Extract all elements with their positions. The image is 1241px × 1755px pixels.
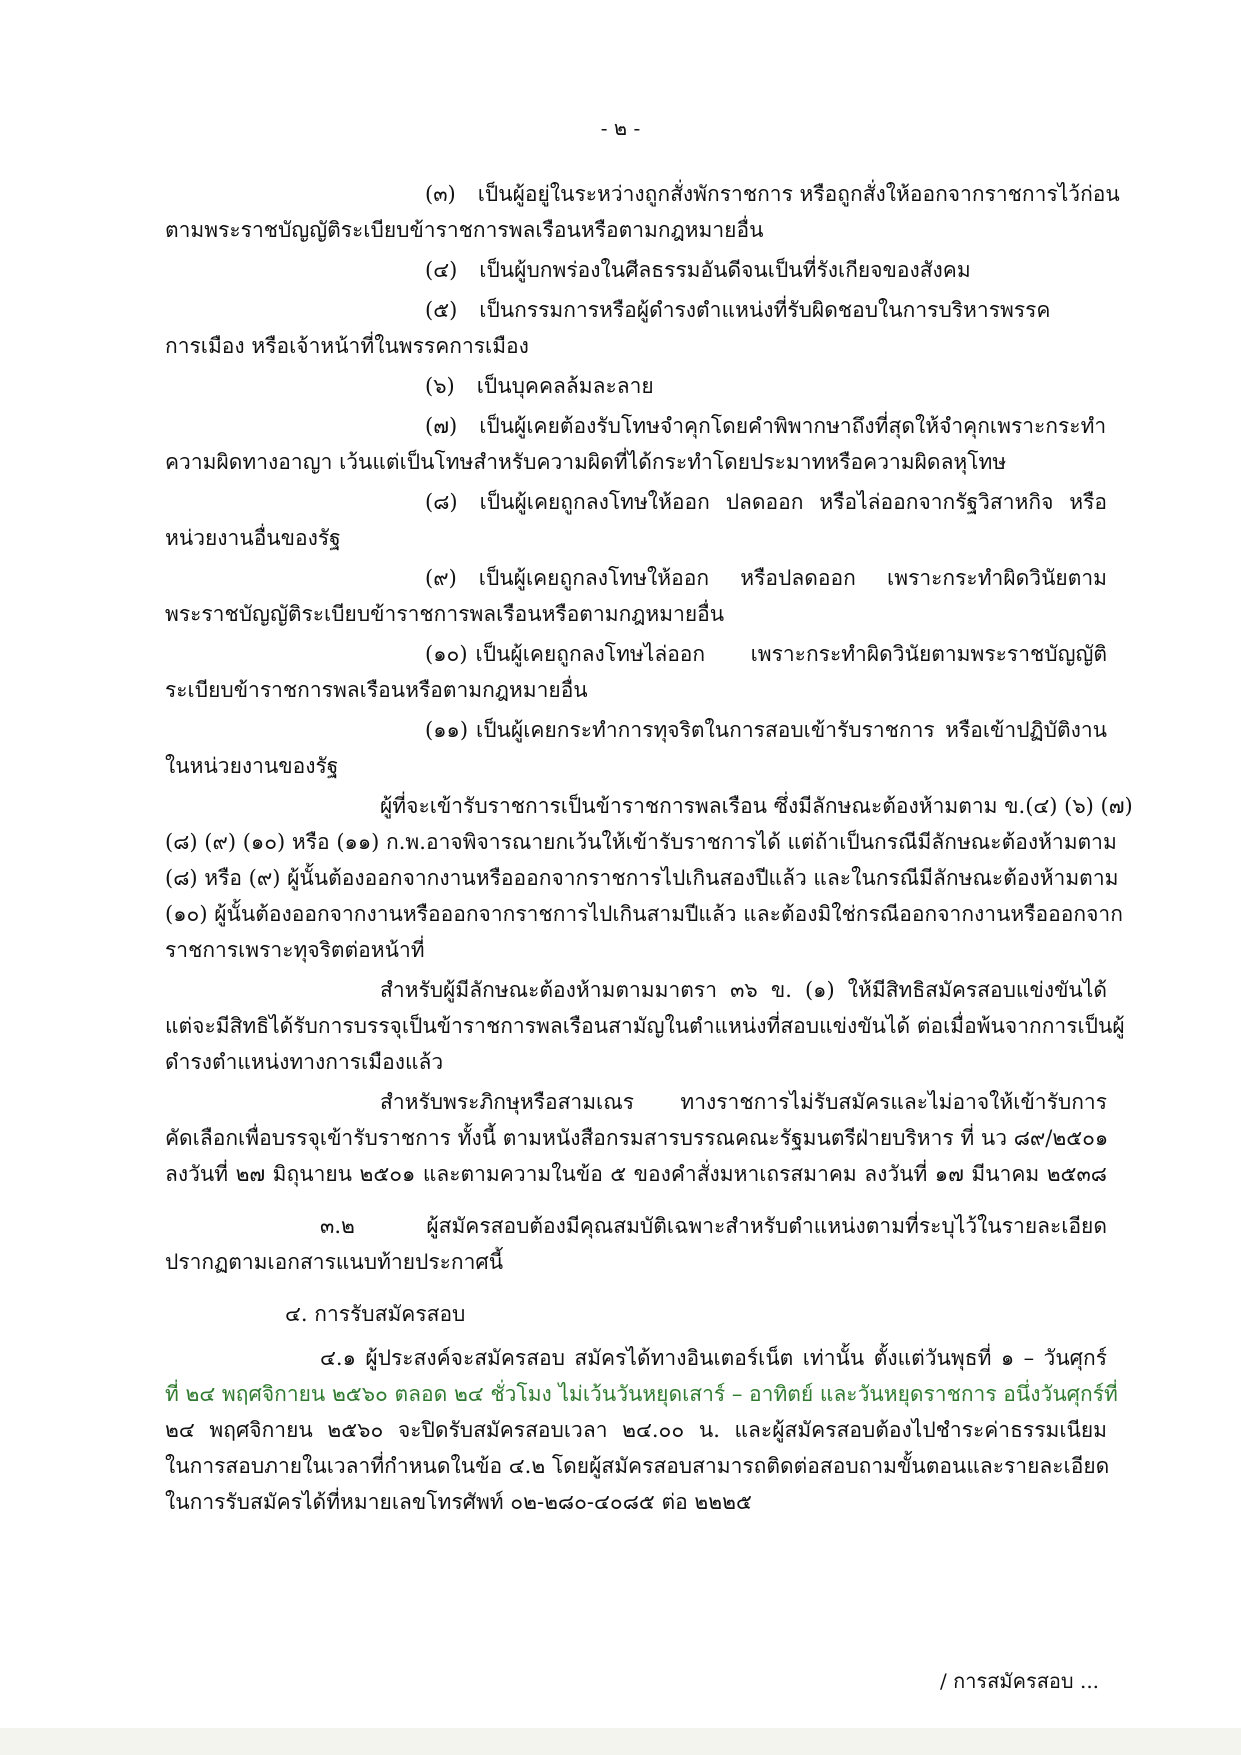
continuation-note: / การสมัครสอบ ...	[940, 1669, 1100, 1693]
section-4-1-line-1	[165, 1340, 1107, 1376]
monk-paragraph-line-1	[165, 1084, 1107, 1120]
section-4-1-line-5: ในการรับสมัครได้ที่หมายเลขโทรศัพท์ ๐๒-๒๘๐-๔๐๘๕ ต่อ ๒๒๒๕	[165, 1490, 752, 1514]
exempt-paragraph-line-5: ราชการเพราะทุจริตต่อหน้าที่	[165, 938, 425, 962]
monk-paragraph-text-1: สำหรับพระภิกษุหรือสามเณร ทางราชการไม่รับสมัครและไม่อาจให้เข้ารับการ	[380, 1090, 1107, 1114]
qualification-6-number: (๖)	[425, 374, 455, 398]
qualification-6	[425, 368, 654, 404]
monk-paragraph-line-3: ลงวันที่ ๒๗ มิถุนายน ๒๕๐๑ และตามความในข้อ ๕ ของคำสั่งมหาเถรสมาคม ลงวันที่ ๑๗ มีนาคม ๒๕๓๘	[165, 1162, 1107, 1186]
qualification-3-text: เป็นผู้อยู่ในระหว่างถูกสั่งพักราชการ หรือถูกสั่งให้ออกจากราชการไว้ก่อน	[477, 182, 1120, 206]
qualification-9-line-2: พระราชบัญญัติระเบียบข้าราชการพลเรือนหรือตามกฎหมายอื่น	[165, 602, 725, 626]
exempt-paragraph-line-4: (๑๐) ผู้นั้นต้องออกจากงานหรือออกจากราชการไปเกินสามปีแล้ว และต้องมิใช่กรณีออกจากงานหรือออกจาก	[165, 902, 1123, 926]
qualification-5-line-2: การเมือง หรือเจ้าหน้าที่ในพรรคการเมือง	[165, 334, 529, 358]
qualification-5-text: เป็นกรรมการหรือผู้ดำรงตำแหน่งที่รับผิดชอบในการบริหารพรรค	[479, 298, 1051, 322]
qualification-6-text: เป็นบุคคลล้มละลาย	[476, 374, 654, 398]
qualification-10-line-2: ระเบียบข้าราชการพลเรือนหรือตามกฎหมายอื่น	[165, 678, 588, 702]
qualification-4	[425, 252, 971, 288]
section-4-1-text-1: ๔.๑ ผู้ประสงค์จะสมัครสอบ สมัครได้ทางอินเตอร์เน็ต เท่านั้น ตั้งแต่วันพุธที่ ๑ – วันศุกร์	[320, 1346, 1107, 1370]
qualification-9-line-1	[165, 560, 1107, 596]
qualification-10-number: (๑๐)	[425, 642, 468, 666]
monk-paragraph-line-2: คัดเลือกเพื่อบรรจุเข้ารับราชการ ทั้งนี้ ตามหนังสือกรมสารบรรณคณะรัฐมนตรีฝ่ายบริหาร ที่ นว ๘๙/๒๕๐๑	[165, 1126, 1109, 1150]
qualification-10-text: เป็นผู้เคยถูกลงโทษไล่ออก เพราะกระทำผิดวินัยตามพระราชบัญญัติ	[475, 642, 1107, 666]
qualification-9-text: เป็นผู้เคยถูกลงโทษให้ออก หรือปลดออก เพราะกระทำผิดวินัยตาม	[478, 566, 1107, 590]
political-paragraph-line-2: แต่จะมีสิทธิได้รับการบรรจุเป็นข้าราชการพลเรือนสามัญในตำแหน่งที่สอบแข่งขันได้ ต่อเมื่อพ้นจากการเป็นผู้	[165, 1014, 1125, 1038]
qualification-3-line-1	[165, 176, 1120, 212]
qualification-11-line-2: ในหน่วยงานของรัฐ	[165, 754, 339, 778]
qualification-7-number: (๗)	[425, 414, 458, 438]
qualification-4-text: เป็นผู้บกพร่องในศีลธรรมอันดีจนเป็นที่รังเกียจของสังคม	[479, 258, 971, 282]
section-4-heading: ๔. การรับสมัครสอบ	[285, 1302, 466, 1326]
qualification-10-line-1	[165, 636, 1107, 672]
section-3-2-line-2: ปรากฏตามเอกสารแนบท้ายประกาศนี้	[165, 1250, 504, 1274]
qualification-8-number: (๘)	[425, 490, 458, 514]
political-paragraph-line-3: ดำรงตำแหน่งทางการเมืองแล้ว	[165, 1050, 444, 1074]
qualification-8-line-2: หน่วยงานอื่นของรัฐ	[165, 526, 341, 550]
qualification-3-number: (๓)	[425, 182, 456, 206]
section-4-1-line-3: ๒๔ พฤศจิกายน ๒๕๖๐ จะปิดรับสมัครสอบเวลา ๒๔.๐๐ น. และผู้สมัครสอบต้องไปชำระค่าธรรมเนียม	[165, 1418, 1107, 1442]
scan-edge-strip	[0, 1728, 1241, 1755]
exempt-paragraph-line-3: (๘) หรือ (๙) ผู้นั้นต้องออกจากงานหรือออกจากราชการไปเกินสองปีแล้ว และในกรณีมีลักษณะต้องห้ามตาม	[165, 866, 1119, 890]
qualification-11-line-1	[165, 712, 1107, 748]
qualification-7-text: เป็นผู้เคยต้องรับโทษจำคุกโดยคำพิพากษาถึงที่สุดให้จำคุกเพราะกระทำ	[479, 414, 1107, 438]
qualification-7-line-1	[165, 408, 1107, 444]
section-3-2-line-1	[165, 1208, 1107, 1244]
qualification-7-line-2: ความผิดทางอาญา เว้นแต่เป็นโทษสำหรับความผิดที่ได้กระทำโดยประมาทหรือความผิดลหุโทษ	[165, 450, 1007, 474]
qualification-8-line-1	[165, 484, 1107, 520]
section-4-1-line-2: ที่ ๒๔ พฤศจิกายน ๒๕๖๐ ตลอด ๒๔ ชั่วโมง ไม่เว้นวันหยุดเสาร์ – อาทิตย์ และวันหยุดราชการ อนึ่งวันศุกร์ที่	[165, 1382, 1118, 1406]
page-number: - ๒ -	[600, 116, 641, 140]
exempt-paragraph-line-2: (๘) (๙) (๑๐) หรือ (๑๑) ก.พ.อาจพิจารณายกเว้นให้เข้ารับราชการได้ แต่ถ้าเป็นกรณีมีลักษณะต้องห้ามตาม	[165, 830, 1117, 854]
exempt-paragraph-text-1: ผู้ที่จะเข้ารับราชการเป็นข้าราชการพลเรือน ซึ่งมีลักษณะต้องห้ามตาม ข.(๔) (๖) (๗)	[380, 794, 1133, 818]
qualification-5-line-1	[165, 292, 1107, 328]
qualification-5-number: (๕)	[425, 298, 458, 322]
qualification-11-number: (๑๑)	[425, 718, 469, 742]
section-4-1-line-4: ในการสอบภายในเวลาที่กำหนดในข้อ ๔.๒ โดยผู้สมัครสอบสามารถติดต่อสอบถามขั้นตอนและรายละเอียด	[165, 1454, 1110, 1478]
qualification-3-line-2: ตามพระราชบัญญัติระเบียบข้าราชการพลเรือนหรือตามกฎหมายอื่น	[165, 218, 764, 242]
qualification-4-number: (๔)	[425, 258, 458, 282]
political-paragraph-line-1	[165, 972, 1107, 1008]
qualification-11-text: เป็นผู้เคยกระทำการทุจริตในการสอบเข้ารับราชการ หรือเข้าปฏิบัติงาน	[476, 718, 1107, 742]
exempt-paragraph-line-1	[165, 788, 1133, 824]
political-paragraph-text-1: สำหรับผู้มีลักษณะต้องห้ามตามมาตรา ๓๖ ข. (๑) ให้มีสิทธิสมัครสอบแข่งขันได้	[380, 978, 1107, 1002]
qualification-9-number: (๙)	[425, 566, 457, 590]
qualification-8-text: เป็นผู้เคยถูกลงโทษให้ออก ปลดออก หรือไล่ออกจากรัฐวิสาหกิจ หรือ	[479, 490, 1107, 514]
section-3-2-text-1: ๓.๒ ผู้สมัครสอบต้องมีคุณสมบัติเฉพาะสำหรับตำแหน่งตามที่ระบุไว้ในรายละเอียด	[320, 1214, 1107, 1238]
